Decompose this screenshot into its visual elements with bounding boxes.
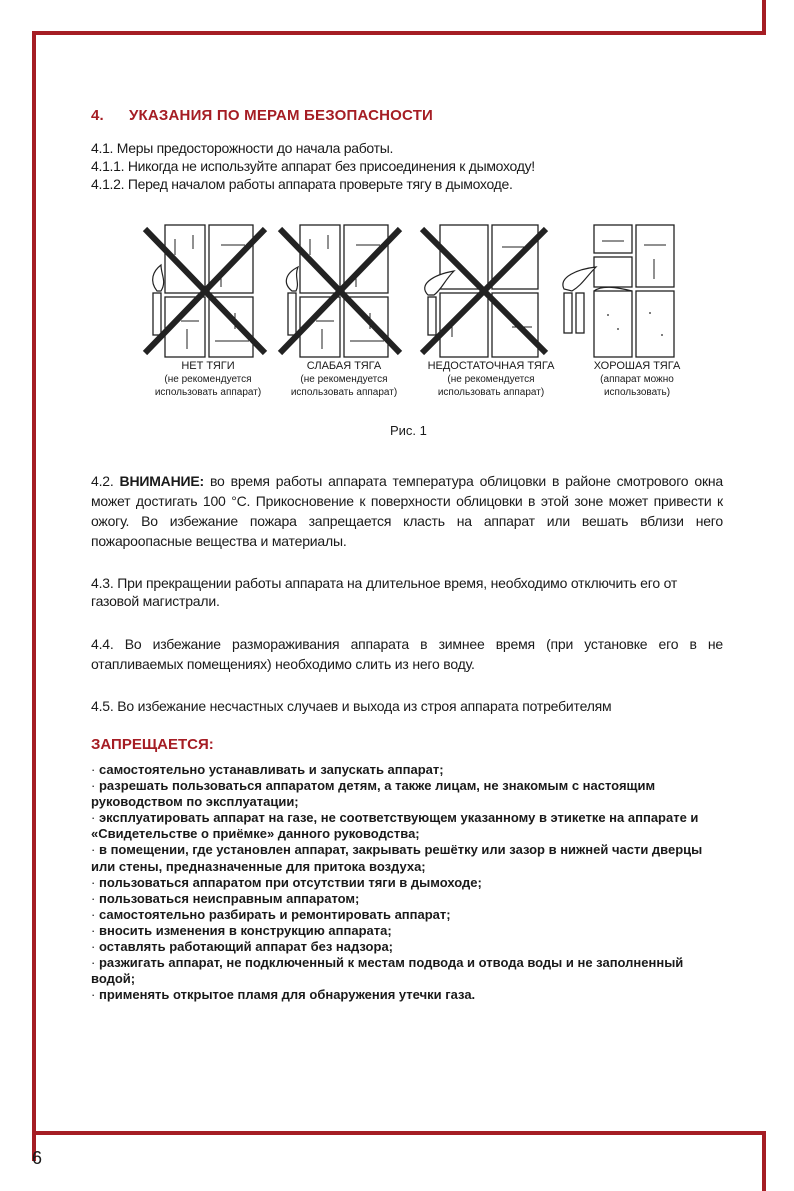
intro-line-2: 4.1.1. Никогда не используйте аппарат без присоединения к дымоходу! [91, 158, 535, 174]
caption-note: (не рекомендуется [300, 374, 388, 385]
list-item: · пользоваться аппаратом при отсутствии тяги в дымоходе; [91, 874, 482, 890]
list-item: · пользоваться неисправным аппаратом; [91, 890, 360, 906]
caption-good-draft [562, 360, 712, 399]
list-item: · разжигать аппарат, не подключенный к местам подвода и отвода воды и не заполненный водой; [91, 955, 684, 987]
list-item: · оставлять работающий аппарат без надзора; [91, 939, 393, 955]
p42-prefix: 4.2. [91, 473, 120, 489]
intro-line-3: 4.1.2. Перед началом работы аппарата проверьте тягу в дымоходе. [91, 176, 513, 192]
caption-title: СЛАБАЯ ТЯГА [306, 360, 382, 372]
draft-figure [140, 220, 690, 360]
panel-no-draft [145, 225, 265, 357]
paragraph-4-5: 4.5. Во избежание несчастных случаев и выхода из строя аппарата потребителям [91, 698, 612, 714]
caption-no-draft [133, 360, 283, 399]
panel-insufficient-draft [422, 225, 546, 357]
caption-note: (не рекомендуется [164, 374, 252, 385]
section-number: 4. [91, 107, 104, 124]
forbidden-title: ЗАПРЕЩАЕТСЯ: [91, 736, 214, 753]
caption-insufficient-draft [416, 360, 566, 399]
frame-bottom-border [32, 1131, 766, 1135]
paragraph-4-2 [91, 471, 723, 551]
forbidden-list [91, 762, 711, 1003]
page-number: 6 [32, 1148, 43, 1168]
caption-title: ХОРОШАЯ ТЯГА [593, 360, 681, 372]
panel-good-draft [563, 225, 674, 357]
list-item: · разрешать пользоваться аппаратом детям, а также лицам, не знакомым с настоящим руководством по эксплуатации; [91, 778, 656, 810]
list-item: · вносить изменения в конструкцию аппарата; [91, 922, 392, 938]
caption-note: использовать аппарат) [154, 387, 262, 398]
caption-note: (не рекомендуется [447, 374, 535, 385]
list-item: · в помещении, где установлен аппарат, закрывать решётку или зазор в нижней части дверцы или стены, предназначенные для притока воздуха; [91, 842, 703, 874]
intro-line-1: 4.1. Меры предосторожности до начала работы. [91, 140, 394, 156]
frame-top-border [32, 31, 766, 35]
list-item: · самостоятельно разбирать и ремонтировать аппарат; [91, 906, 451, 922]
frame-right-top-border [762, 0, 766, 35]
frame-left-border [32, 31, 36, 1161]
section-heading [91, 107, 433, 124]
list-item: · эксплуатировать аппарат на газе, не соответствующем указанному в этикетке на аппарате и «Свидетельстве о приёмке» данного руководства; [91, 810, 699, 842]
caption-title: НЕТ ТЯГИ [181, 360, 235, 372]
caption-note: использовать) [603, 387, 671, 398]
caption-title: НЕДОСТАТОЧНАЯ ТЯГА [427, 360, 555, 372]
panel-weak-draft [280, 225, 400, 357]
caption-note: (аппарат можно [600, 374, 674, 385]
figure-caption: Рис. 1 [390, 423, 427, 438]
paragraph-4-3: 4.3. При прекращении работы аппарата на длительное время, необходимо отключить его от газовой магистрали. [91, 575, 678, 609]
p42-text: во время работы аппарата температура облицовки в районе смотрового окна может достигать 100 °С. Прикосновение к поверхности облицовки в этой зоне может привести к ожогу. Во избежание пожара запрещается класть на аппарат или вешать вблизи него пожароопасные вещества и материалы. [91, 473, 723, 549]
list-item: · самостоятельно устанавливать и запускать аппарат; [91, 762, 444, 777]
caption-note: использовать аппарат) [437, 387, 545, 398]
caption-note: использовать аппарат) [290, 387, 398, 398]
p42-emphasis: ВНИМАНИЕ: [119, 473, 204, 489]
list-item: · применять открытое пламя для обнаружения утечки газа. [91, 987, 476, 1003]
caption-weak-draft [269, 360, 419, 399]
frame-right-bottom-border [762, 1131, 766, 1191]
paragraph-4-4: 4.4. Во избежание размораживания аппарата в зимнее время (при установке его в не отапливаемых помещениях) необходимо слить из него воду. [91, 636, 723, 672]
section-title: УКАЗАНИЯ ПО МЕРАМ БЕЗОПАСНОСТИ [129, 107, 434, 124]
